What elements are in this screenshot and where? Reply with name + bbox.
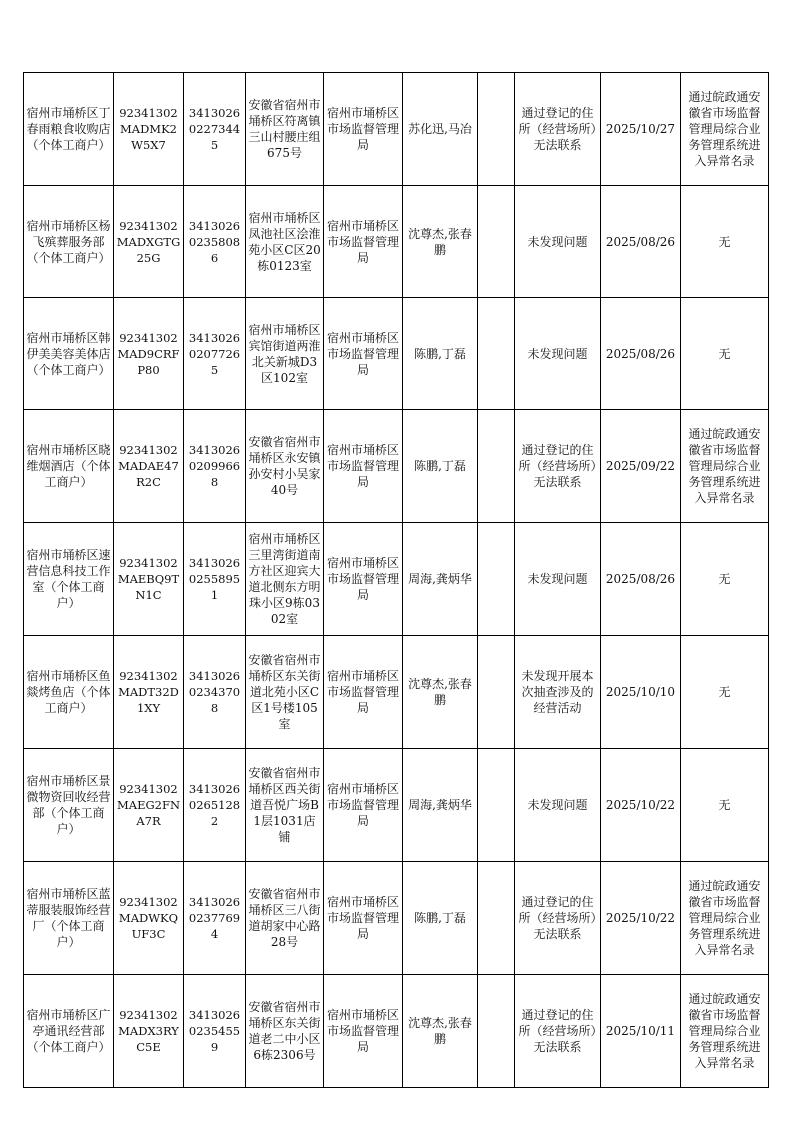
credit-code-cell: [114, 636, 184, 749]
inspection-date-cell-text: 2025/10/10: [605, 685, 676, 699]
address-cell: [246, 862, 324, 975]
empty-cell: [478, 749, 515, 862]
handling-result-cell: [681, 975, 769, 1088]
inspectors-cell: [403, 862, 478, 975]
credit-code-cell: [114, 523, 184, 636]
business-name-cell: [24, 73, 114, 186]
business-name-cell-text: 宿州市埇桥区鱼燚烤鱼店（个体工商户）: [26, 669, 111, 715]
address-cell: [246, 636, 324, 749]
inspection-result-cell: [515, 975, 601, 1088]
business-name-cell-text: 宿州市埇桥区景微物资回收经营部（个体工商户）: [26, 774, 111, 836]
empty-cell: [478, 298, 515, 410]
inspection-authority-cell: [324, 298, 403, 410]
business-name-cell-text: 宿州市埇桥区晓维烟酒店（个体工商户）: [26, 443, 111, 489]
inspectors-cell-text: 苏化迅,马冶: [408, 122, 472, 136]
credit-code-cell-text: 92341302MAD9CRFP80: [117, 330, 180, 377]
inspection-date-cell: [601, 749, 681, 862]
registration-number-cell: [184, 862, 246, 975]
inspection-authority-cell: [324, 636, 403, 749]
inspection-result-cell-text: 未发现问题: [527, 234, 588, 249]
address-cell-text: 安徽省宿州市埇桥区永安镇孙安村小吴家40号: [248, 435, 321, 497]
registration-number-cell-text: 341302602558951: [188, 556, 241, 602]
business-name-cell-text: 宿州市埇桥区丁春雨粮食收购店（个体工商户）: [26, 106, 111, 152]
inspectors-cell-text: 陈鹏,丁磊: [414, 911, 466, 925]
inspection-result-cell-text: 通过登记的住所（经营场所）无法联系: [518, 1008, 597, 1054]
inspection-result-cell-text: 通过登记的住所（经营场所）无法联系: [518, 895, 597, 941]
inspection-result-cell: [515, 636, 601, 749]
handling-result-cell: [681, 523, 769, 636]
inspection-result-cell-text: 未发现问题: [527, 798, 588, 812]
inspection-authority-cell-text: 宿州市埇桥区市场监督管理局: [326, 330, 399, 377]
empty-cell: [478, 73, 515, 186]
inspection-authority-cell: [324, 186, 403, 298]
inspection-result-cell: [515, 410, 601, 523]
handling-result-cell-text: 无: [718, 685, 731, 699]
business-name-cell: [24, 749, 114, 862]
inspectors-cell: [403, 975, 478, 1088]
address-cell: [246, 73, 324, 186]
business-name-cell-text: 宿州市埇桥区广亭通讯经营部（个体工商户）: [26, 1008, 111, 1054]
registration-number-cell-text: 341302602354559: [188, 1008, 241, 1054]
credit-code-cell-text: 92341302MADAE47R2C: [118, 443, 179, 489]
business-name-cell: [24, 410, 114, 523]
table-row: [24, 298, 769, 410]
address-cell: [246, 975, 324, 1088]
inspection-result-cell: [515, 749, 601, 862]
inspection-authority-cell: [324, 749, 403, 862]
inspection-date-cell-text: 2025/08/26: [605, 572, 676, 586]
handling-result-cell-text: 无: [718, 234, 731, 249]
credit-code-cell: [114, 410, 184, 523]
inspection-authority-cell: [324, 975, 403, 1088]
registration-number-cell: [184, 73, 246, 186]
inspection-date-cell: [601, 636, 681, 749]
registration-number-cell-text: 341302602358086: [188, 218, 241, 265]
business-name-cell: [24, 636, 114, 749]
inspection-date-cell: [601, 975, 681, 1088]
inspection-result-cell-text: 通过登记的住所（经营场所）无法联系: [518, 443, 597, 489]
inspection-date-cell: [601, 298, 681, 410]
inspection-authority-cell-text: 宿州市埇桥区市场监督管理局: [326, 443, 399, 489]
registration-number-cell-text: 341302602077265: [188, 330, 241, 377]
inspection-authority-cell: [324, 73, 403, 186]
inspection-result-cell: [515, 523, 601, 636]
table-row: [24, 636, 769, 749]
handling-result-cell-text: 无: [718, 346, 731, 361]
handling-result-cell-text: 通过皖政通安徽省市场监督管理局综合业务管理系统进入异常名录: [688, 427, 761, 505]
handling-result-cell: [681, 862, 769, 975]
registration-number-cell: [184, 298, 246, 410]
address-cell: [246, 186, 324, 298]
inspection-authority-cell: [324, 523, 403, 636]
registration-number-cell-text: 341302602343708: [188, 669, 241, 715]
inspection-date-cell-text: 2025/10/27: [605, 122, 676, 136]
address-cell: [246, 298, 324, 410]
business-name-cell: [24, 523, 114, 636]
table-row: [24, 73, 769, 186]
table-row: [24, 410, 769, 523]
inspection-authority-cell: [324, 410, 403, 523]
inspection-result-cell: [515, 862, 601, 975]
empty-cell: [478, 410, 515, 523]
inspectors-cell: [403, 298, 478, 410]
credit-code-cell: [114, 298, 184, 410]
business-name-cell: [24, 298, 114, 410]
registration-number-cell: [184, 523, 246, 636]
credit-code-cell: [114, 975, 184, 1088]
inspection-date-cell-text: 2025/08/26: [605, 346, 676, 361]
inspection-date-cell-text: 2025/10/22: [605, 911, 676, 925]
inspection-authority-cell-text: 宿州市埇桥区市场监督管理局: [326, 556, 399, 602]
business-name-cell: [24, 975, 114, 1088]
inspectors-cell-text: 周海,龚炳华: [408, 798, 472, 812]
inspectors-cell: [403, 73, 478, 186]
business-name-cell-text: 宿州市埇桥区韩伊美美容美体店（个体工商户）: [26, 330, 111, 377]
inspection-date-cell-text: 2025/08/26: [605, 234, 676, 249]
handling-result-cell-text: 无: [718, 572, 731, 586]
inspection-authority-cell-text: 宿州市埇桥区市场监督管理局: [326, 669, 399, 715]
inspection-result-cell-text: 未发现问题: [527, 346, 588, 361]
inspection-result-cell-text: 未发现开展本次抽查涉及的经营活动: [521, 669, 594, 715]
table-row: [24, 186, 769, 298]
inspection-date-cell-text: 2025/09/22: [605, 459, 676, 473]
address-cell-text: 宿州市埇桥区宾馆街道两淮北关新城D3区102室: [248, 322, 321, 385]
inspection-authority-cell-text: 宿州市埇桥区市场监督管理局: [326, 1008, 399, 1054]
inspection-date-cell: [601, 73, 681, 186]
inspection-authority-cell-text: 宿州市埇桥区市场监督管理局: [326, 895, 399, 941]
credit-code-cell: [114, 749, 184, 862]
handling-result-cell: [681, 73, 769, 186]
address-cell-text: 安徽省宿州市埇桥区东关街道老二中小区6栋2306号: [248, 1000, 321, 1062]
handling-result-cell: [681, 636, 769, 749]
inspection-date-cell: [601, 523, 681, 636]
empty-cell: [478, 523, 515, 636]
handling-result-cell-text: 通过皖政通安徽省市场监督管理局综合业务管理系统进入异常名录: [688, 90, 761, 168]
inspectors-cell-text: 沈尊杰,张春鹏: [408, 677, 472, 707]
business-name-cell-text: 宿州市埇桥区蓝蒂服装服饰经营厂（个体工商户）: [26, 887, 111, 949]
handling-result-cell: [681, 298, 769, 410]
inspection-date-cell: [601, 410, 681, 523]
inspectors-cell: [403, 523, 478, 636]
empty-cell: [478, 862, 515, 975]
empty-cell: [478, 636, 515, 749]
inspectors-cell-text: 沈尊杰,张春鹏: [408, 1016, 472, 1046]
inspection-date-cell: [601, 862, 681, 975]
inspectors-cell: [403, 636, 478, 749]
registration-number-cell-text: 341302602651282: [188, 782, 241, 828]
inspection-date-cell-text: 2025/10/11: [605, 1024, 676, 1038]
handling-result-cell-text: 无: [718, 798, 731, 812]
inspection-date-cell: [601, 186, 681, 298]
inspectors-cell-text: 陈鹏,丁磊: [414, 459, 466, 473]
table-row: [24, 523, 769, 636]
credit-code-cell: [114, 73, 184, 186]
business-name-cell-text: 宿州市埇桥区速营信息科技工作室（个体工商户）: [26, 548, 111, 610]
inspection-result-cell-text: 通过登记的住所（经营场所）无法联系: [518, 106, 597, 152]
credit-code-cell-text: 92341302MADT32D1XY: [118, 669, 179, 715]
table-row: [24, 975, 769, 1088]
inspectors-cell: [403, 749, 478, 862]
inspection-result-cell: [515, 73, 601, 186]
handling-result-cell: [681, 749, 769, 862]
registration-number-cell-text: 341302602377694: [188, 895, 241, 941]
table-row: [24, 749, 769, 862]
credit-code-cell: [114, 186, 184, 298]
credit-code-cell-text: 92341302MADX3RYC5E: [118, 1008, 179, 1054]
empty-cell: [478, 975, 515, 1088]
registration-number-cell-text: 341302602273445: [188, 106, 241, 152]
inspectors-cell-text: 陈鹏,丁磊: [414, 346, 466, 361]
inspection-authority-cell-text: 宿州市埇桥区市场监督管理局: [326, 106, 399, 152]
handling-result-cell-text: 通过皖政通安徽省市场监督管理局综合业务管理系统进入异常名录: [688, 879, 761, 957]
credit-code-cell: [114, 862, 184, 975]
registration-number-cell: [184, 186, 246, 298]
inspectors-cell: [403, 186, 478, 298]
registration-number-cell: [184, 975, 246, 1088]
inspection-authority-cell-text: 宿州市埇桥区市场监督管理局: [326, 782, 399, 828]
address-cell: [246, 523, 324, 636]
address-cell-text: 安徽省宿州市埇桥区西关街道吾悦广场B1层1031店铺: [248, 766, 321, 844]
address-cell: [246, 410, 324, 523]
table-row: [24, 862, 769, 975]
registration-number-cell: [184, 749, 246, 862]
address-cell-text: 安徽省宿州市埇桥区符离镇三山村腰庄组675号: [248, 98, 321, 160]
credit-code-cell-text: 92341302MAEBQ9TN1C: [117, 556, 180, 602]
inspection-result-cell: [515, 186, 601, 298]
inspection-authority-cell: [324, 862, 403, 975]
registration-number-cell: [184, 636, 246, 749]
address-cell-text: 安徽省宿州市埇桥区东关街道北苑小区C区1号楼105室: [248, 653, 321, 731]
inspectors-cell: [403, 410, 478, 523]
business-name-cell-text: 宿州市埇桥区杨飞殡葬服务部（个体工商户）: [26, 218, 111, 265]
inspection-authority-cell-text: 宿州市埇桥区市场监督管理局: [326, 218, 399, 265]
address-cell-text: 安徽省宿州市埇桥区三八街道胡家中心路28号: [248, 887, 321, 949]
handling-result-cell: [681, 186, 769, 298]
address-cell-text: 宿州市埇桥区凤池社区浍淮苑小区C区20栋0123室: [248, 210, 321, 273]
business-name-cell: [24, 862, 114, 975]
inspection-result-cell: [515, 298, 601, 410]
inspection-date-cell-text: 2025/10/22: [605, 798, 676, 812]
inspection-result-cell-text: 未发现问题: [527, 572, 588, 586]
credit-code-cell-text: 92341302MADXGTG25G: [116, 218, 181, 265]
business-name-cell: [24, 186, 114, 298]
inspection-records-table: [23, 72, 769, 1088]
address-cell-text: 宿州市埇桥区三里湾街道南方社区迎宾大道北侧东方明珠小区9栋0302室: [248, 532, 321, 626]
handling-result-cell-text: 通过皖政通安徽省市场监督管理局综合业务管理系统进入异常名录: [688, 992, 761, 1070]
table-body: [24, 73, 769, 1088]
inspectors-cell-text: 沈尊杰,张春鹏: [408, 226, 472, 257]
address-cell: [246, 749, 324, 862]
empty-cell: [478, 186, 515, 298]
credit-code-cell-text: 92341302MAEG2FNA7R: [116, 782, 181, 828]
registration-number-cell-text: 341302602099668: [188, 443, 241, 489]
handling-result-cell: [681, 410, 769, 523]
credit-code-cell-text: 92341302MADMK2W5X7: [119, 106, 178, 152]
registration-number-cell: [184, 410, 246, 523]
credit-code-cell-text: 92341302MADWKQUF3C: [118, 895, 179, 941]
inspectors-cell-text: 周海,龚炳华: [408, 572, 472, 586]
